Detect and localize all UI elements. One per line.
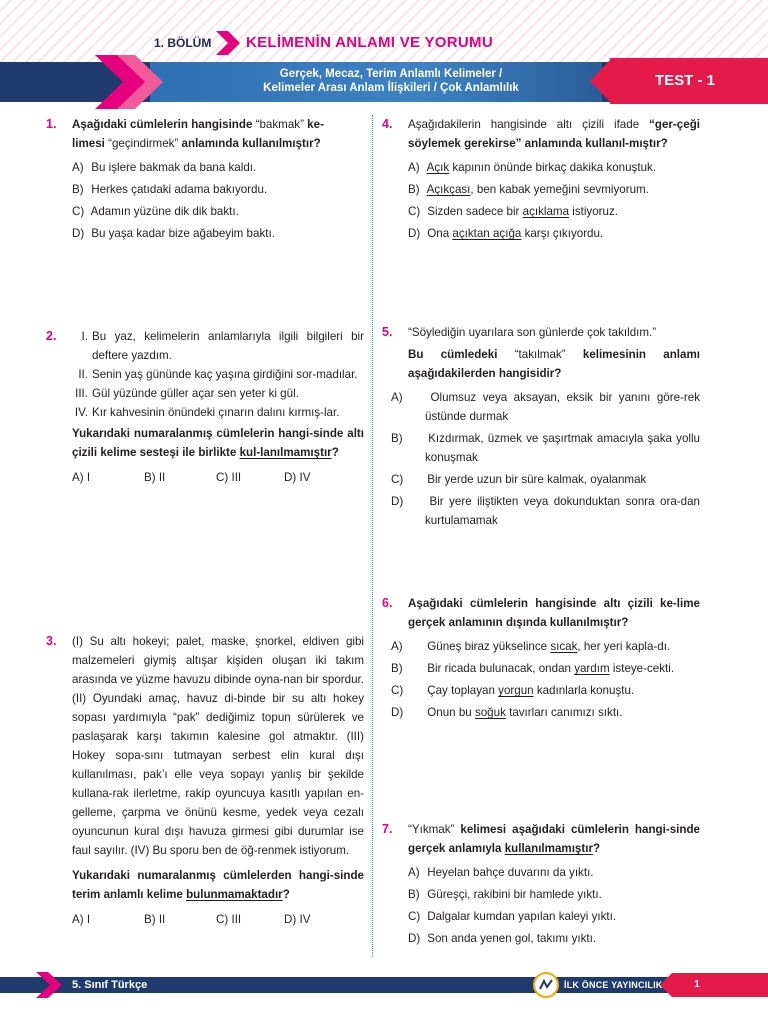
- option-b[interactable]: B) II: [144, 913, 166, 926]
- question-stem: “Yıkmak” kelimesi aşağıdaki cümlelerin hangi-sinde gerçek anlamıyla kullanılmamıştır?: [408, 823, 700, 855]
- question-quote: “Söylediğin uyarılara son günlerde çok takıldım.”: [408, 326, 657, 339]
- chapter-title: KELİMENİN ANLAMI VE YORUMU: [246, 34, 493, 51]
- option-d[interactable]: D) Bu yaşa kadar bize ağabeyim baktı.: [72, 227, 275, 240]
- chapter-number: 1. BÖLÜM: [154, 36, 212, 50]
- question-stem: Bu cümledeki “takılmak” kelimesinin anlamı aşağıdakilerden hangisidir?: [408, 348, 700, 380]
- option-b[interactable]: B) Herkes çatıdaki adama bakıyordu.: [72, 183, 268, 196]
- option-a[interactable]: A) Heyelan bahçe duvarını da yıktı.: [408, 866, 594, 879]
- option-d[interactable]: D) Bir yere iliştikten veya dokunduktan sonra ora-dan kurtulamamak: [391, 495, 700, 527]
- option-b[interactable]: B) Güreşçi, rakibini bir hamlede yıktı.: [408, 888, 602, 901]
- section-subtitle: Gerçek, Mecaz, Terim Anlamlı Kelimeler / Kelimeler Arası Anlam İlişkileri / Çok Anlamlılık: [263, 68, 519, 94]
- question-passage: (I) Su altı hokeyi; palet, maske, şnorkel, eldiven gibi malzemeleri giymiş altışar kişiden oluşan iki takım arasında ve yüzme havuzu dibinde oyna-nan bir spordur. (II) Oyundaki amaç, havuz di-binde bir su altı hokey sopası yardımıyla “pak” dediğimiz topun sürülerek ve paslaşarak karşı takımın kalesine gol atmaktır. (III) Hokey sopa-sını tutmayan serbest elin kural dışı kullanılması, pak’ı elle veya sopayı yanlış bir şekilde kullana-rak ilerletme, rakip oyuncuya kasıtlı yapılan en-gelleme, çarpma ve önünü kesme, yedek veya cezalı oyuncunun kural dışı havuza girmesi gibi durumlar ise faul sayılır. (IV) Bu sporu ben de öğ-renmek istiyorum.: [72, 635, 364, 857]
- option-c[interactable]: C) III: [216, 471, 242, 484]
- numbered-sentence: IV. Kır kahvesinin önündeki çınarın dalını kırmış-lar.: [74, 406, 340, 419]
- question-stem: Aşağıdakilerin hangisinde altı çizili ifade “ger-çeği söylemek gerekirse” anlamında kullanıl-mıştır?: [408, 118, 700, 150]
- option-c[interactable]: C) Bir yerde uzun bir süre kalmak, oyalanmak: [391, 473, 647, 486]
- numbered-sentence: II. Senin yaş gününde kaç yaşına girdiğini sor-madılar.: [78, 368, 358, 381]
- option-a[interactable]: A) Açık kapının önünde birkaç dakika konuştuk.: [408, 161, 657, 174]
- question-number: 3.: [46, 634, 57, 648]
- option-a[interactable]: A) I: [72, 913, 91, 926]
- option-a[interactable]: A) I: [72, 471, 91, 484]
- option-c[interactable]: C) Adamın yüzüne dik dik baktı.: [72, 205, 239, 218]
- option-c[interactable]: C) Çay toplayan yorgun kadınlarla konuştu.: [391, 684, 635, 697]
- numbered-sentence: I. Bu yaz, kelimelerin anlamlarıyla ilgili bilgileri bir deftere yazdım.: [81, 330, 364, 362]
- question-stem: Yukarıdaki numaralanmış cümlelerden hangi-sinde terim anlamlı kelime bulunmamaktadır?: [72, 869, 364, 901]
- test-label: TEST - 1: [654, 72, 715, 89]
- option-d[interactable]: D) Onun bu soğuk tavırları canımızı sıktı.: [391, 706, 623, 719]
- option-b[interactable]: B) II: [144, 471, 166, 484]
- question-number: 6.: [382, 596, 393, 610]
- question-stem: Aşağıdaki cümlelerin hangisinde “bakmak” ke- limesi “geçindirmek” anlamında kullanılmıştır?: [72, 118, 324, 150]
- option-c[interactable]: C) Dalgalar kumdan yapılan kaleyi yıktı.: [408, 910, 617, 923]
- option-b[interactable]: B) Bir ricada bulunacak, ondan yardım isteye-cekti.: [391, 662, 675, 675]
- chevron-right-icon: [214, 31, 242, 55]
- options-row: [72, 468, 364, 487]
- chevron-decoration-icon: [36, 972, 66, 998]
- footer-tab-notch: [660, 973, 672, 997]
- options-row: [72, 910, 364, 929]
- question-stem: Yukarıdaki numaralanmış cümlelerin hangi-sinde altı çizili kelime sesteşi ile birlikte kul-lanılmamıştır?: [72, 427, 364, 459]
- option-b[interactable]: B) Açıkçası, ben kabak yemeğini sevmiyorum.: [408, 183, 649, 196]
- publisher-logo-icon: [533, 972, 559, 998]
- column-divider: [372, 115, 373, 957]
- option-a[interactable]: A) Bu işlere bakmak da bana kaldı.: [72, 161, 257, 174]
- option-c[interactable]: C) Sizden sadece bir açıklama istiyoruz.: [408, 205, 618, 218]
- option-d[interactable]: D) Son anda yenen gol, takımı yıktı.: [408, 932, 597, 945]
- question-number: 7.: [382, 822, 393, 836]
- option-d[interactable]: D) IV: [284, 471, 311, 484]
- numbered-sentence: III. Gül yüzünde güller açar sen yeter ki gül.: [75, 387, 299, 400]
- option-a[interactable]: A) Güneş biraz yükselince sıcak, her yeri kapla-dı.: [391, 640, 671, 653]
- question-number: 1.: [46, 117, 57, 131]
- option-c[interactable]: C) III: [216, 913, 242, 926]
- question-number: 2.: [46, 329, 57, 343]
- publisher-name: İLK ÖNCE YAYINCILIK: [564, 980, 663, 990]
- option-d[interactable]: D) Ona açıktan açığa karşı çıkıyordu.: [408, 227, 604, 240]
- footer-course: 5. Sınıf Türkçe: [72, 979, 148, 991]
- option-d[interactable]: D) IV: [284, 913, 311, 926]
- header-stripes: [0, 0, 768, 62]
- test-tab-notch: [590, 58, 612, 104]
- option-a[interactable]: A) Olumsuz veya aksayan, eksik bir yanını göre-rek üstünde durmak: [391, 391, 700, 423]
- question-number: 5.: [382, 325, 393, 339]
- page-number: 1: [694, 979, 700, 990]
- question-number: 4.: [382, 117, 393, 131]
- question-stem: Aşağıdaki cümlelerin hangisinde altı çizili ke-lime gerçek anlamının dışında kullanılmıştır?: [408, 597, 700, 629]
- chevron-decoration-icon: [95, 55, 175, 109]
- option-b[interactable]: B) Kızdırmak, üzmek ve şaşırtmak amacıyla şaka yollu konuşmak: [391, 432, 700, 464]
